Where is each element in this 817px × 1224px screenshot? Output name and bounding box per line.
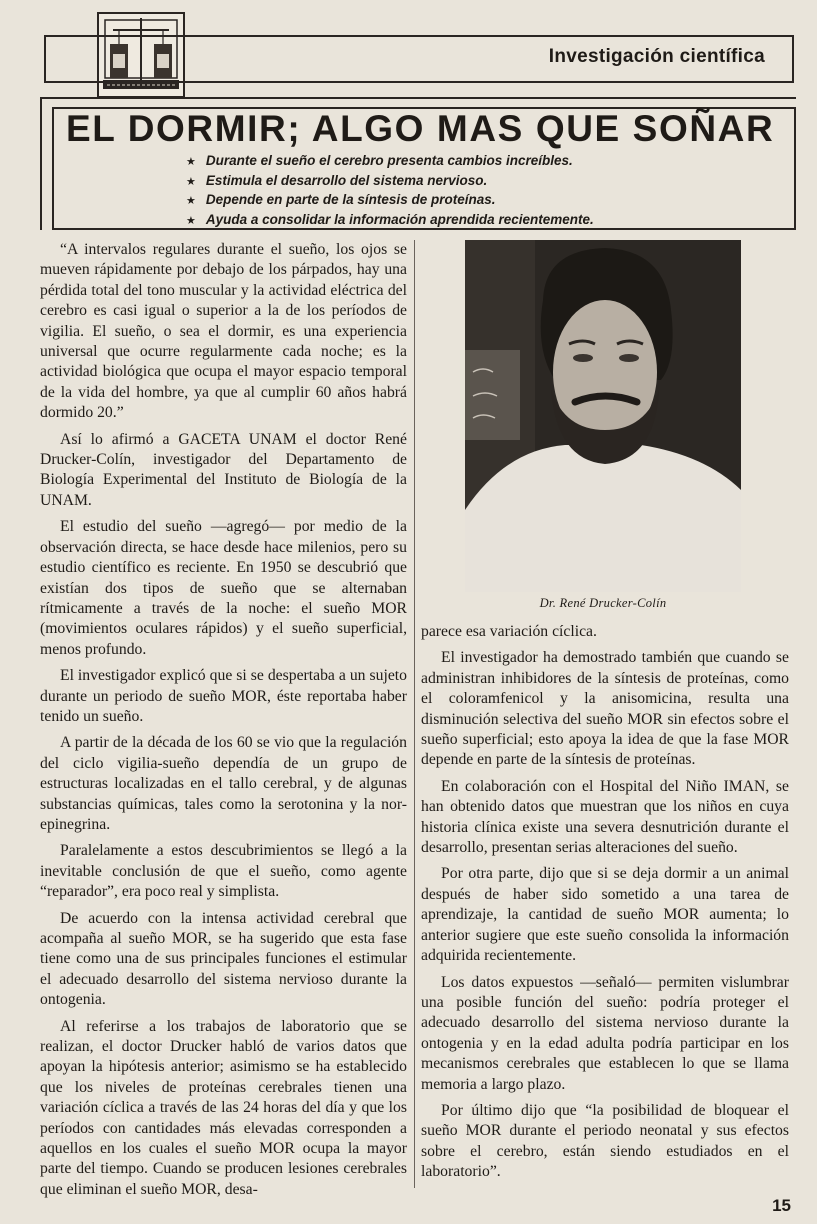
portrait-image [465,240,741,592]
highlight-item [186,152,594,172]
paragraph: Así lo afirmó a GACETA UNAM el doctor René Drucker-Colín, investigador del Departamento de Biología Experimental del Instituto de Biología de la UNAM. [40,430,407,509]
page-number: 15 [772,1196,791,1215]
paragraph: “A intervalos regulares durante el sueño, los ojos se mueven rápidamente por debajo de los párpados, hay una pérdida total del tono muscular y la actividad eléctrica del cerebro es casi igual o superior a la de los períodos de vigilia. El sueño, o sea el dormir, es una experiencia universal que ocurre regularmente cada noche; es la actividad biológica que ocupa el mayor espacio temporal de la vida del hombre, ya que al cumplir 60 años habrá dormido 20.” [40,241,407,422]
paragraph: El investigador ha demostrado también que cuando se administran inhibidores de la síntesis de proteínas, como el coloramfenicol y la anisomicina, resulta una disminución selectiva del sueño MOR sin efectos sobre el sueño superficial; esto apoya la idea de que la fase MOR depende en parte de la síntesis de proteínas. [421,649,789,769]
paragraph: Al referirse a los trabajos de laboratorio que se realizan, el doctor Drucker habló de varios datos que apoyan la hipótesis anterior; asimismo se ha establecido que los niveles de proteínas cerebrales tienen una variación cíclica a través de las 24 horas del día y que los períodos con cantidades más elevadas corresponden a aquellos en los cuales el sueño MOR ocupa la mayor parte del tiempo. Cuando se producen lesiones cerebrales que eliminan el sueño MOR, desa- [40,1017,407,1198]
paragraph: En colaboración con el Hospital del Niño IMAN, se han obtenido datos que muestran que los niños en cuya historia clínica existe una severa desnutrición durante el desarrollo, presentan serias alteraciones del sueño. [421,777,789,857]
paragraph: Por otra parte, dijo que si se deja dormir a un animal después de haber sido sometido a una tarea de aprendizaje, la cantidad de sueño MOR aumenta; lo anterior sugiere que este sueño consolida la información adquirida recientemente. [421,865,789,965]
paragraph: parece esa variación cíclica. [421,623,597,640]
highlight-text: Depende en parte de la síntesis de proteínas. [205,192,496,207]
right-column [421,622,789,1189]
star-icon: ★ [186,214,196,227]
star-icon: ★ [186,195,196,207]
star-icon: ★ [186,156,196,168]
headline: EL DORMIR; ALGO MAS QUE SOÑAR [66,108,775,149]
photo-caption: Dr. René Drucker-Colín [539,596,667,610]
column-divider [414,240,415,1188]
portrait-photo [465,240,741,592]
highlights-list [186,152,594,230]
highlight-item [186,172,594,192]
paragraph: Paralelamente a estos descubrimientos se llegó a la inevitable conclusión de que el sueño, como agente “reparador”, era poco real y simplista. [40,842,407,901]
highlight-item [186,191,594,211]
paragraph: De acuerdo con la intensa actividad cerebral que acompaña al sueño MOR, se ha sugerido que esta fase tiene como una de sus principales funciones el estimular el adecuado desarrollo del sistema nervioso durante la ontogenia. [40,909,407,1009]
paragraph: A partir de la década de los 60 se vio que la regulación del ciclo vigilia-sueño dependía de un grupo de estructuras localizadas en el tallo cerebral, y de algunas substancias químicas, tales como la serotonina y la nor-epinegrina. [40,734,407,833]
star-icon: ★ [186,175,196,188]
paragraph: Por último dijo que “la posibilidad de bloquear el sueño MOR durante el periodo neonatal y sus efectos sobre el cerebro, están siendo estudiados en el laboratorio”. [421,1101,789,1181]
left-column [40,240,407,1206]
highlight-item [186,211,594,231]
paragraph: El estudio del sueño —agregó— por medio de la observación directa, se hace desde hace milenios, pero su estudio científico es reciente. En 1950 se descubrió que existían dos tipos de sueño que se alternaban rítmicamente a través de la noche: el sueño MOR (movimientos oculares rápidos) y el sueño superficial, menos profundo. [40,518,407,658]
highlight-text: Durante el sueño el cerebro presenta cambios increíbles. [205,153,573,168]
highlight-text: Estimula el desarrollo del sistema nervioso. [205,172,488,188]
section-label: Investigación científica [548,46,765,67]
paragraph: El investigador explicó que si se despertaba a un sujeto durante un periodo de sueño MOR, éste reportaba haber tenido un sueño. [40,667,407,725]
paragraph: Los datos expuestos —señaló— permiten vislumbrar una posible función del sueño: podría proteger el adecuado desarrollo del sistema nervioso durante la ontogenia y en la edad adulta podría participar en los mecanismos cerebrales que establecen lo que se llama memoria a largo plazo. [421,973,789,1093]
highlight-text: Ayuda a consolidar la información aprendida recientemente. [205,211,594,227]
